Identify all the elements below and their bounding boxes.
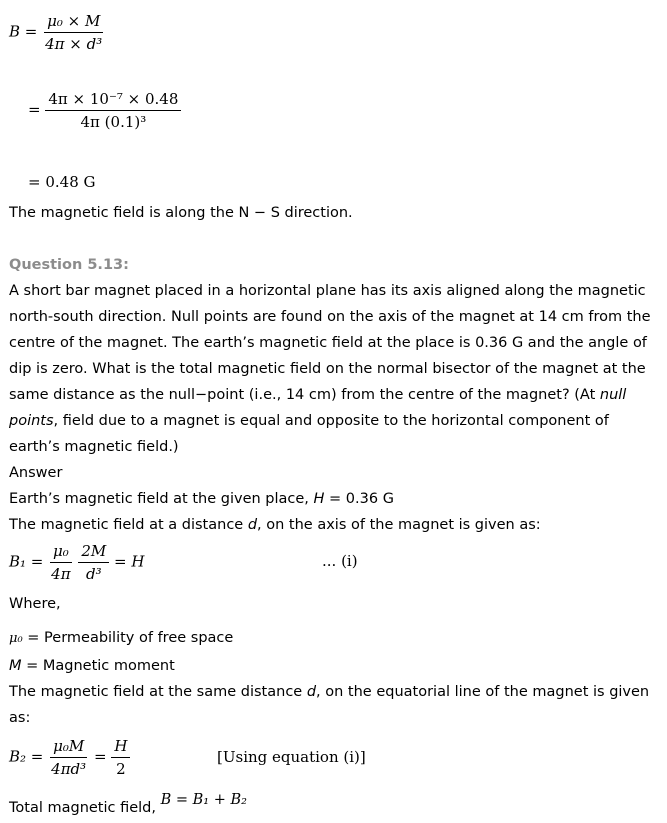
earth-field-prefix: Earth’s magnetic field at the given place, bbox=[9, 491, 314, 507]
question-line-6 bbox=[9, 411, 609, 431]
equatorial-var: d bbox=[306, 684, 317, 700]
b2-lhs: B₂ = bbox=[9, 747, 44, 766]
question-heading: Question 5.13: bbox=[9, 257, 129, 273]
magnetic-moment-definition bbox=[9, 656, 175, 676]
equatorial-suffix: , on the equatorial line of the magnet is given bbox=[316, 684, 650, 700]
axis-var: d bbox=[247, 517, 258, 533]
where-label: Where, bbox=[9, 596, 61, 612]
m-def: = Magnetic moment bbox=[21, 658, 175, 674]
question-line-1: A short bar magnet placed in a horizontal plane has its axis aligned along the magnetic bbox=[9, 283, 646, 299]
total-equation: B = B₁ + B₂ bbox=[160, 792, 247, 808]
equatorial-prefix: The magnetic field at the same distance bbox=[9, 684, 307, 700]
b2-f1-num: μ₀M bbox=[50, 737, 87, 758]
b2-f2-num: H bbox=[111, 737, 130, 758]
total-field-line bbox=[9, 792, 247, 818]
null-italic: null bbox=[599, 387, 627, 403]
points-italic: points bbox=[9, 413, 54, 429]
mu0-def: = Permeability of free space bbox=[22, 630, 234, 646]
question-line-4: dip is zero. What is the total magnetic field on the normal bisector of the magnet at the bbox=[9, 361, 646, 377]
b2-f1-den: 4πd³ bbox=[51, 760, 87, 778]
b2-fraction-2 bbox=[111, 737, 130, 778]
question-line-3: centre of the magnet. The earth’s magnetic field at the place is 0.36 G and the angle of bbox=[9, 335, 647, 351]
b1-f1-num: μ₀ bbox=[50, 542, 72, 563]
b1-rhs: = H bbox=[114, 552, 145, 571]
eq1-lhs: B = bbox=[9, 22, 38, 41]
eq2-equals: = bbox=[28, 100, 41, 119]
b1-fraction-2 bbox=[78, 542, 109, 583]
eq1-numerator: μ₀ × M bbox=[44, 12, 103, 33]
b1-equation-tag: ... (i) bbox=[322, 552, 358, 570]
b1-f1-den: 4π bbox=[51, 565, 71, 583]
equation-b1 bbox=[9, 542, 144, 583]
equatorial-as: as: bbox=[9, 710, 31, 726]
question-line-6-text: , field due to a magnet is equal and opposite to the horizontal component of bbox=[53, 413, 609, 429]
question-line-5-text: same distance as the null−point (i.e., 14 cm) from the centre of the magnet? (At bbox=[9, 387, 600, 403]
b2-fraction-1 bbox=[48, 737, 89, 778]
eq2-fraction bbox=[45, 90, 181, 131]
b2-equals: = bbox=[93, 747, 107, 766]
question-line-5 bbox=[9, 385, 626, 405]
mu0-definition bbox=[9, 628, 233, 649]
equation-b-formula bbox=[9, 12, 105, 53]
eq1-fraction bbox=[42, 12, 105, 53]
b1-f2-den: d³ bbox=[85, 565, 102, 583]
earth-field-var: H bbox=[313, 491, 325, 507]
direction-statement: The magnetic field is along the N − S direction. bbox=[9, 205, 353, 221]
b1-lhs: B₁ = bbox=[9, 552, 44, 571]
mu0-symbol: μ₀ bbox=[9, 631, 23, 646]
axis-prefix: The magnetic field at a distance bbox=[9, 517, 248, 533]
eq1-denominator: 4π × d³ bbox=[45, 35, 103, 53]
b2-f2-den: 2 bbox=[116, 760, 126, 778]
equation-b-result: = 0.48 G bbox=[28, 173, 96, 191]
equation-b2 bbox=[9, 737, 130, 778]
total-label: Total magnetic field, bbox=[9, 800, 156, 816]
b1-f2-num: 2M bbox=[78, 542, 109, 563]
equatorial-line bbox=[9, 682, 649, 702]
b2-equation-note: [Using equation (i)] bbox=[217, 748, 366, 766]
earth-field-line bbox=[9, 489, 394, 509]
question-line-2: north-south direction. Null points are found on the axis of the magnet at 14 cm from the bbox=[9, 309, 651, 325]
earth-field-value: = 0.36 G bbox=[324, 491, 394, 507]
equation-b-substituted bbox=[28, 90, 181, 131]
b1-fraction-1 bbox=[48, 542, 73, 583]
question-line-7: earth’s magnetic field.) bbox=[9, 439, 179, 455]
m-symbol: M bbox=[9, 658, 22, 674]
axis-suffix: , on the axis of the magnet is given as: bbox=[257, 517, 541, 533]
eq2-denominator: 4π (0.1)³ bbox=[80, 113, 147, 131]
answer-label: Answer bbox=[9, 465, 63, 481]
axis-field-line bbox=[9, 515, 541, 535]
eq2-numerator: 4π × 10⁻⁷ × 0.48 bbox=[45, 90, 181, 111]
